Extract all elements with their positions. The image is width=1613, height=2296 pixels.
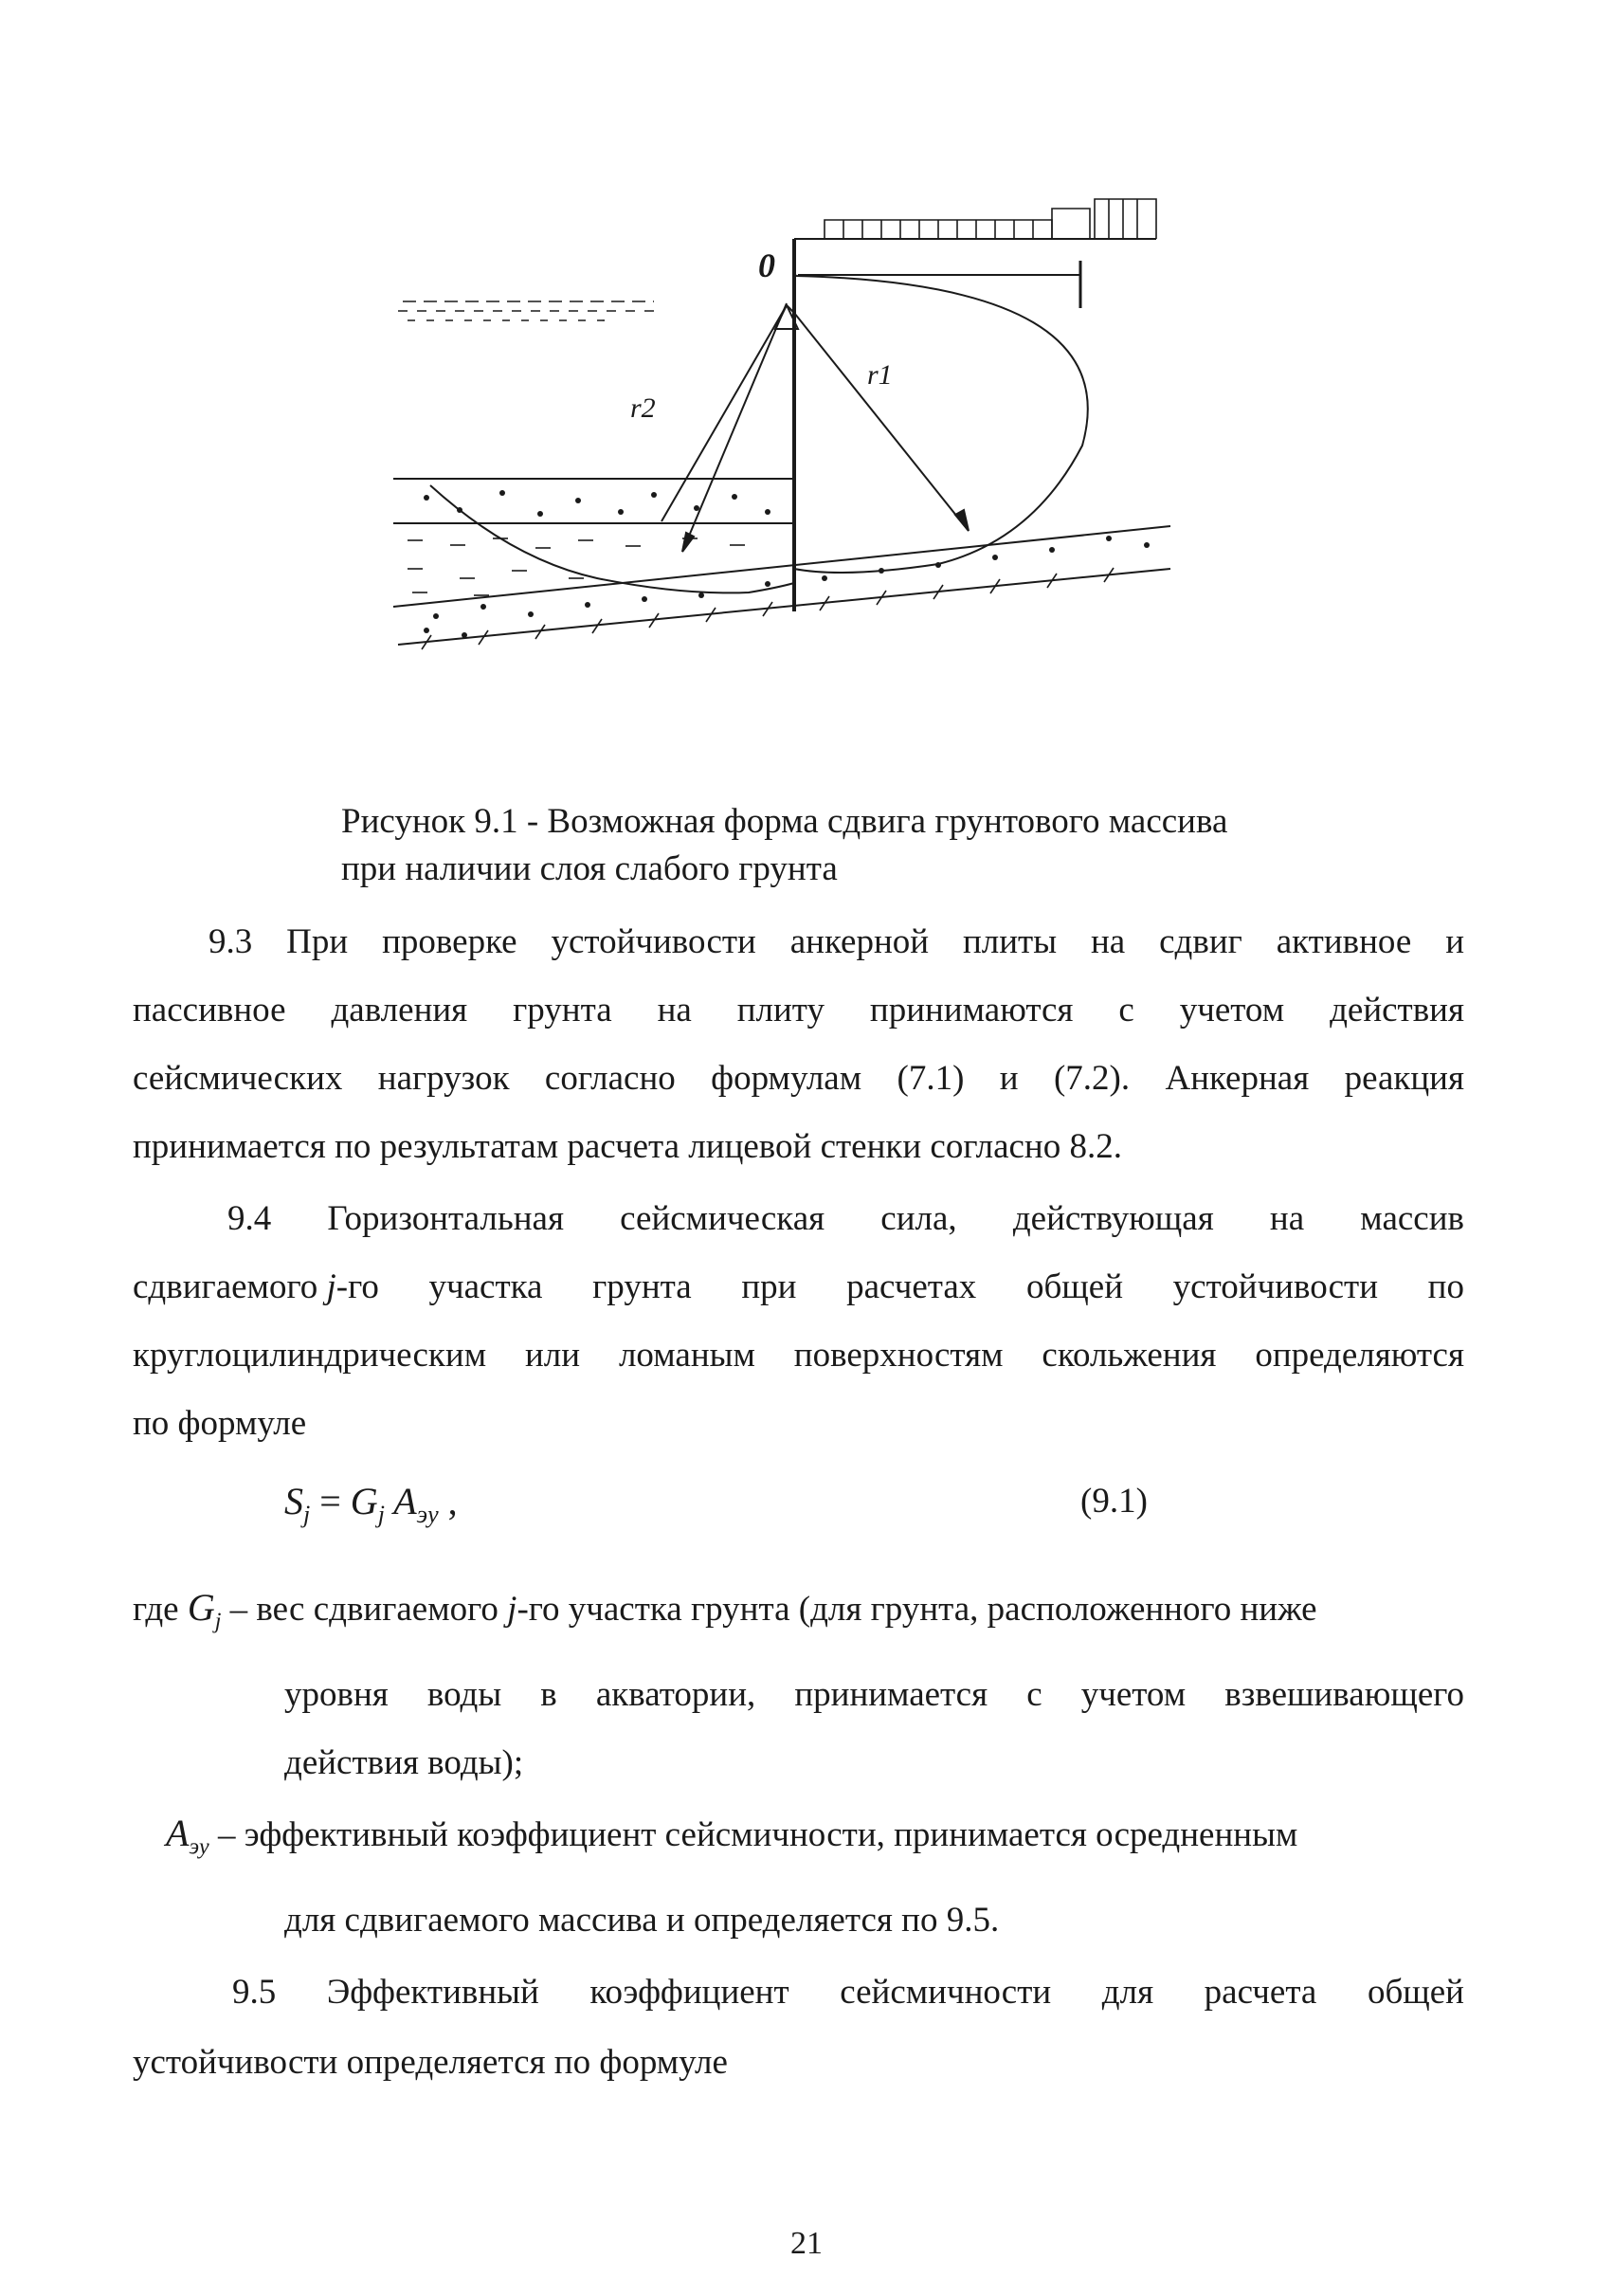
- paragraph-line: круглоцилиндрическим или ломаным поверхностям скольжения определяются: [133, 1336, 1464, 1375]
- formula-9-1: $S_j = G_j$ $A_{эу}$ ,: [284, 1480, 458, 1528]
- paragraph-line: 9.4 Горизонтальная сейсмическая сила, действующая на массив: [227, 1199, 1464, 1238]
- legend-g-line-2: уровня воды в акватории, принимается с учетом взвешивающего: [284, 1675, 1464, 1714]
- bedrock-hatch: [422, 568, 1114, 649]
- paragraph-line: по формуле: [133, 1404, 307, 1443]
- slip-surface-r2: [430, 485, 794, 592]
- legend-a-line-2: для сдвигаемого массива и определяется по 9.5.: [284, 1901, 1000, 1940]
- figure-9-1: [370, 161, 1185, 749]
- water-level: [398, 301, 654, 320]
- legend-g-line-3: действия воды);: [284, 1743, 524, 1782]
- paragraph-line: 9.3 При проверке устойчивости анкерной плиты на сдвиг активное и: [208, 922, 1464, 961]
- legend-g: где $G_j$ – вес сдвигаемого j-го участка грунта (для грунта, расположенного ниже: [133, 1586, 1317, 1634]
- slip-surface-r1: [794, 273, 1088, 573]
- radius-r1: [794, 313, 969, 531]
- r1-label: r1: [867, 359, 893, 391]
- surface-load: [825, 199, 1156, 239]
- sand-texture: [424, 490, 1150, 638]
- r2-label: r2: [630, 392, 656, 424]
- paragraph-line: сдвигаемого j -го участка грунта при расчетах общей устойчивости по: [133, 1267, 1464, 1306]
- weak-layer-boundary: [393, 526, 1170, 607]
- radius-r2: [682, 303, 787, 552]
- figure-caption: [341, 798, 1227, 893]
- paragraph-line: пассивное давления грунта на плиту принимаются с учетом действия: [133, 991, 1464, 1030]
- legend-a: $A_{эу}$ – эффективный коэффициент сейсмичности, принимается осредненным: [166, 1812, 1298, 1860]
- paragraph-line: 9.5 Эффективный коэффициент сейсмичности для расчета общей: [232, 1973, 1464, 2012]
- caption-line-1: Рисунок 9.1 - Возможная форма сдвига грунтового массива: [341, 802, 1228, 841]
- slope-diagram: [370, 161, 1185, 749]
- paragraph-line: устойчивости определяется по формуле: [133, 2043, 728, 2082]
- formula-number: (9.1): [1080, 1482, 1148, 1521]
- caption-line-2: при наличии слоя слабого грунта: [341, 849, 838, 888]
- bedrock-boundary: [398, 569, 1170, 645]
- page-number: 21: [790, 2226, 823, 2261]
- origin-label: 0: [758, 246, 775, 284]
- paragraph-line: сейсмических нагрузок согласно формулам (7.1) и (7.2). Анкерная реакция: [133, 1059, 1464, 1098]
- paragraph-line: принимается по результатам расчета лицевой стенки согласно 8.2.: [133, 1127, 1122, 1166]
